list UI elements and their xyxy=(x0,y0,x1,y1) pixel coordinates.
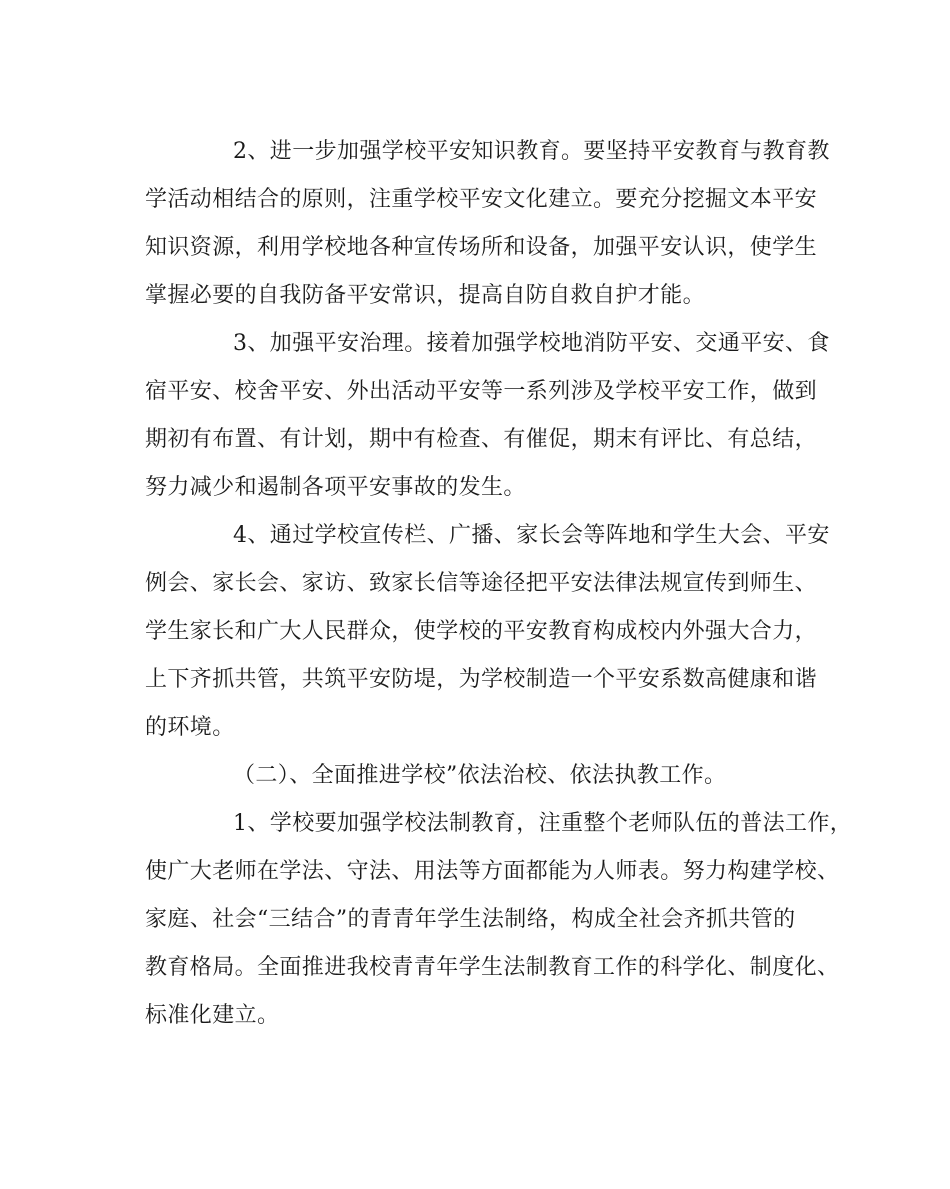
paragraph-2-line-3: 知识资源，利用学校地各种宣传场所和设备，加强平安认识，使学生 xyxy=(145,235,818,260)
paragraph-2-line-2: 学活动相结合的原则，注重学校平安文化建立。要充分挖掘文本平安 xyxy=(145,187,818,212)
paragraph-5-line-1: 1、学校要加强学校法制教育，注重整个老师队伍的普法工作， xyxy=(233,811,853,836)
paragraph-5-line-3: 家庭、社会“三结合”的青青年学生法制络，构成全社会齐抓共管的 xyxy=(145,907,796,932)
paragraph-3-line-3: 期初有布置、有计划，期中有检查、有催促，期末有评比、有总结， xyxy=(145,427,818,452)
paragraph-2-line-1: 2、进一步加强学校平安知识教育。要坚持平安教育与教育教 xyxy=(233,139,830,164)
paragraph-4-line-3: 学生家长和广大人民群众，使学校的平安教育构成校内外强大合力， xyxy=(145,619,818,644)
paragraph-4-line-4: 上下齐抓共管，共筑平安防堤，为学校制造一个平安系数高健康和谐 xyxy=(145,667,818,692)
paragraph-4-line-2: 例会、家长会、家访、致家长信等途径把平安法律法规宣传到师生、 xyxy=(145,571,818,596)
paragraph-5-line-4: 教育格局。全面推进我校青青年学生法制教育工作的科学化、制度化、 xyxy=(145,955,840,980)
paragraph-3-line-4: 努力减少和遏制各项平安事故的发生。 xyxy=(145,475,526,500)
paragraph-5-line-5: 标准化建立。 xyxy=(145,1003,280,1028)
paragraph-5-line-2: 使广大老师在学法、守法、用法等方面都能为人师表。努力构建学校、 xyxy=(145,859,840,884)
section-heading-2: （二）、全面推进学校”依法治校、依法执教工作。 xyxy=(233,763,727,788)
paragraph-4-line-5: 的环境。 xyxy=(145,715,235,740)
paragraph-4-line-1: 4、通过学校宣传栏、广播、家长会等阵地和学生大会、平安 xyxy=(233,523,830,548)
paragraph-2-line-4: 掌握必要的自我防备平安常识，提高自防自救自护才能。 xyxy=(145,283,706,308)
paragraph-3-line-1: 3、加强平安治理。接着加强学校地消防平安、交通平安、食 xyxy=(233,331,830,356)
paragraph-3-line-2: 宿平安、校舍平安、外出活动平安等一系列涉及学校平安工作，做到 xyxy=(145,379,818,404)
